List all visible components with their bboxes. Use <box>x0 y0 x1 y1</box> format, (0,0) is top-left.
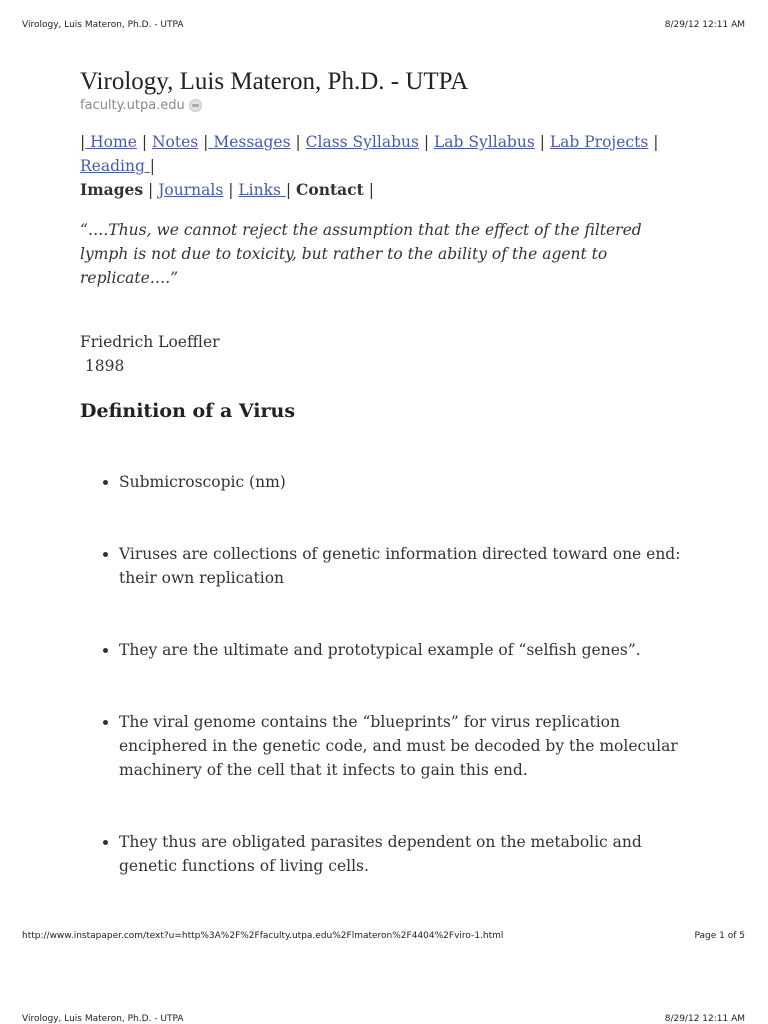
page-title: Virology, Luis Materon, Ph.D. - UTPA <box>80 68 469 95</box>
list-item: • The viral genome contains the “blueprints” for virus replication enciphered in the genetic code, and must be decoded by the molecular machinery of the cell that it infects to gain this end. <box>119 710 690 782</box>
next-page-title: Virology, Luis Materon, Ph.D. - UTPA <box>22 1014 184 1024</box>
next-page-header <box>22 1014 745 1024</box>
nav-links-link[interactable]: Links <box>238 181 286 199</box>
quote-year: 1898 <box>80 357 125 375</box>
page-number: Page 1 of 5 <box>694 931 745 941</box>
print-header-title: Virology, Luis Materon, Ph.D. - UTPA <box>22 20 184 30</box>
definition-list <box>80 470 690 910</box>
nav-images: Images <box>80 180 144 199</box>
author-name: Friedrich Loeffler <box>80 333 220 351</box>
quote-attribution <box>80 330 690 378</box>
list-item: • Viruses are collections of genetic information directed toward one end: their own replication <box>119 542 690 590</box>
site-nav: | Home | Notes | Messages | Class Syllabus | Lab Syllabus | Lab Projects | Reading | Images | Journals | Links | Contact | <box>80 133 659 199</box>
nav-lab-projects-link[interactable]: Lab Projects <box>549 133 649 151</box>
list-item: • They thus are obligated parasites dependent on the metabolic and genetic functions of living cells. <box>119 830 690 878</box>
list-item: • Submicroscopic (nm) <box>119 470 690 494</box>
next-page-datetime: 8/29/12 12:11 AM <box>664 1014 745 1024</box>
page-url: http://www.instapaper.com/text?u=http%3A%2F%2Ffaculty.utpa.edu%2Flmateron%2F4404%2Fviro-1.html <box>22 931 504 941</box>
nav-home-link[interactable]: Home <box>85 133 137 151</box>
nav-notes-link[interactable]: Notes <box>151 133 199 151</box>
source-domain: faculty.utpa.edu <box>80 98 185 113</box>
print-footer <box>22 931 745 941</box>
print-header-datetime: 8/29/12 12:11 AM <box>664 20 745 30</box>
print-header <box>22 20 745 30</box>
nav-journals-link[interactable]: Journals <box>158 181 224 199</box>
nav-reading-link[interactable]: Reading <box>80 157 150 175</box>
nav-class-syllabus-link[interactable]: Class Syllabus <box>305 133 419 151</box>
section-heading: Definition of a Virus <box>80 400 296 422</box>
nav-contact: Contact <box>296 180 364 199</box>
list-item: • They are the ultimate and prototypical example of “selfish genes”. <box>119 638 690 662</box>
nav-messages-link[interactable]: Messages <box>208 133 291 151</box>
link-icon <box>189 99 202 112</box>
nav-lab-syllabus-link[interactable]: Lab Syllabus <box>434 133 535 151</box>
article <box>80 66 690 910</box>
source <box>80 98 690 113</box>
quote: “….Thus, we cannot reject the assumption that the effect of the filtered lymph is not due to toxicity, but rather to the ability of the agent to replicate….” <box>80 221 642 287</box>
